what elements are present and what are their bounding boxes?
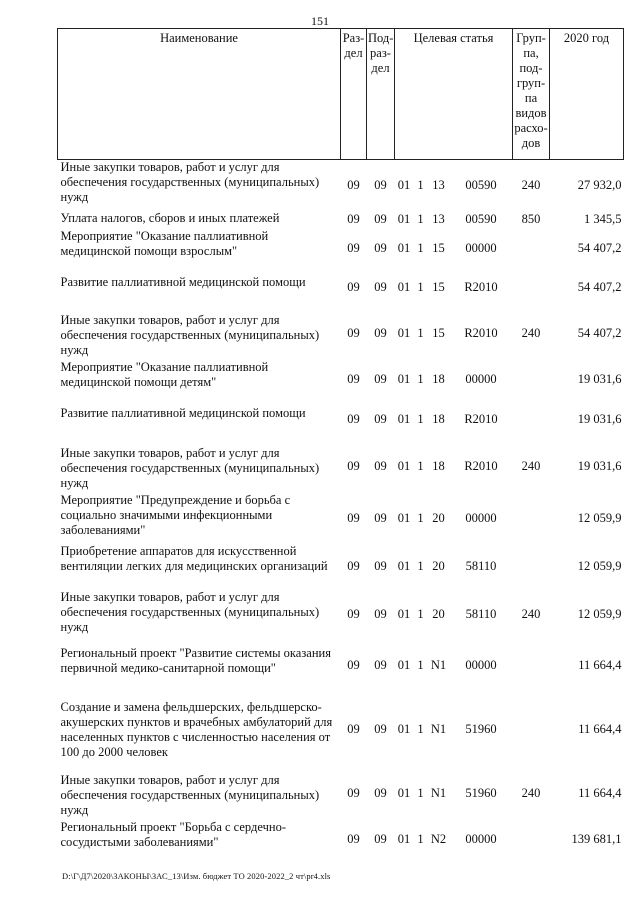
row-name: Мероприятие "Оказание паллиативной медицинской помощи взрослым" [60,228,269,258]
table-row [58,269,624,307]
row-t3: N1 [430,658,447,672]
row-razdel: 09 [347,832,360,846]
row-name: Уплата налогов, сборов и иных платежей [60,210,280,225]
row-vid [513,360,550,400]
row-podrazdel: 09 [374,372,387,386]
row-razdel: 09 [347,212,360,226]
row-amount: 11 664,4 [578,785,622,800]
row-razdel: 09 [347,559,360,573]
row-t3: N1 [430,721,447,736]
row-podrazdel: 09 [374,559,387,573]
row-vid: 240 [521,607,541,621]
row-name: Мероприятие "Оказание паллиативной медицинской помощи детям" [60,359,269,389]
file-path-footer: D:\Г\Д7\2020\ЗАКОНЫ\ЗАС_13\Изм. бюджет ТО 2020-2022_2 чт\pr4.xls [62,871,331,881]
row-amount: 12 059,9 [577,607,622,621]
row-amount: 139 681,1 [571,832,622,846]
row-t1: 01 [397,241,411,255]
row-name: Создание и замена фельдшерских, фельдшерско-акушерских пунктов и врачебных амбулаторий для населенных пунктов с численностью населения от 100 до 2000 человек [60,699,333,759]
row-t1: 01 [397,785,411,800]
row-t2: 1 [417,241,424,255]
row-t2: 1 [417,721,424,736]
row-podrazdel: 09 [374,832,387,846]
table-row [58,767,624,820]
row-t3: 15 [432,325,445,340]
row-t1: 01 [397,721,411,736]
row-razdel: 09 [347,458,360,473]
row-t2: 1 [417,212,424,226]
header-name: Наименование [58,29,341,160]
row-podrazdel: 09 [374,212,387,226]
row-podrazdel: 09 [374,241,387,255]
table-row [58,160,624,211]
row-t1: 01 [397,832,411,846]
row-name: Иные закупки товаров, работ и услуг для обеспечения государственных (муниципальных) нужд [60,589,320,634]
row-amount: 54 407,2 [577,280,622,294]
table-row [58,400,624,440]
row-t4: 51960 [465,721,497,736]
table-header-row [58,29,624,160]
row-vid: 240 [521,177,541,192]
row-t3: 13 [432,212,445,226]
row-t3: N2 [430,832,447,846]
row-vid: 240 [521,785,541,800]
table-row [58,692,624,767]
row-t1: 01 [397,607,411,621]
row-t1: 01 [397,412,411,426]
row-razdel: 09 [347,510,360,525]
row-t4: R2010 [464,412,498,426]
row-amount: 12 059,9 [577,559,622,573]
row-razdel: 09 [347,607,360,621]
row-name: Региональный проект "Борьба с сердечно-сосудистыми заболеваниями" [60,819,286,849]
row-name: Развитие паллиативной медицинской помощи [60,274,306,289]
row-name: Приобретение аппаратов для искусственной вентиляции легких для медицинских организаций [60,543,328,573]
row-name: Иные закупки товаров, работ и услуг для обеспечения государственных (муниципальных) нужд [60,772,320,817]
row-t2: 1 [417,177,424,192]
row-t2: 1 [417,510,424,525]
row-t1: 01 [397,658,411,672]
row-vid [513,820,550,860]
row-t4: 00000 [465,510,497,525]
row-vid [513,400,550,440]
row-t1: 01 [397,372,411,386]
row-t1: 01 [397,212,411,226]
row-t2: 1 [417,280,424,294]
table-row [58,211,624,229]
row-t1: 01 [397,510,411,525]
row-t2: 1 [417,559,424,573]
row-name: Иные закупки товаров, работ и услуг для обеспечения государственных (муниципальных) нужд [60,160,320,204]
header-target: Целевая статья [395,29,513,160]
row-razdel: 09 [347,721,360,736]
row-t3: 20 [432,559,445,573]
row-vid [513,269,550,307]
row-t3: 20 [432,607,445,621]
row-amount: 11 664,4 [578,721,622,736]
table-row [58,229,624,269]
budget-table [57,28,624,860]
row-t2: 1 [417,372,424,386]
row-amount: 19 031,6 [577,372,622,386]
row-name: Региональный проект "Развитие системы оказания первичной медико-санитарной помощи" [60,645,331,675]
table-row [58,544,624,590]
row-podrazdel: 09 [374,658,387,672]
row-t3: 20 [432,510,445,525]
table-row [58,307,624,360]
row-podrazdel: 09 [374,280,387,294]
row-t2: 1 [417,458,424,473]
row-razdel: 09 [347,177,360,192]
row-t4: 00000 [465,658,497,672]
row-t4: 58110 [465,559,497,573]
row-razdel: 09 [347,412,360,426]
row-vid: 850 [521,212,541,226]
row-t4: 00000 [465,241,497,255]
row-razdel: 09 [347,785,360,800]
row-amount: 19 031,6 [577,412,622,426]
row-t4: 00000 [465,832,497,846]
row-name: Мероприятие "Предупреждение и борьба с социально значимыми инфекционными заболеваниями" [60,492,291,537]
row-name: Иные закупки товаров, работ и услуг для обеспечения государственных (муниципальных) нужд [60,445,320,490]
row-podrazdel: 09 [374,785,387,800]
row-t1: 01 [397,325,411,340]
header-section: Раз- дел [341,29,367,160]
row-podrazdel: 09 [374,607,387,621]
row-t4: 00590 [465,177,497,192]
row-podrazdel: 09 [374,458,387,473]
row-t2: 1 [417,325,424,340]
row-t2: 1 [417,832,424,846]
row-t3: 15 [432,280,445,294]
row-podrazdel: 09 [374,510,387,525]
row-vid: 240 [521,458,541,473]
row-vid [513,229,550,269]
row-name: Иные закупки товаров, работ и услуг для обеспечения государственных (муниципальных) нужд [60,312,320,357]
header-group: Груп- па, под- груп- па видов расхо- дов [513,29,550,160]
row-razdel: 09 [347,658,360,672]
row-t3: 18 [432,458,445,473]
table-row [58,640,624,692]
row-amount: 12 059,9 [577,510,622,525]
row-vid [513,544,550,590]
table-row [58,360,624,400]
row-amount: 11 664,4 [578,658,622,672]
row-t3: 13 [432,177,445,192]
header-subsection: Под- раз- дел [367,29,395,160]
row-vid: 240 [521,325,541,340]
row-t3: N1 [430,785,447,800]
row-podrazdel: 09 [374,721,387,736]
row-t4: 51960 [465,785,497,800]
row-podrazdel: 09 [374,412,387,426]
table-row [58,820,624,860]
header-year: 2020 год [550,29,624,160]
row-t2: 1 [417,785,424,800]
row-vid [513,640,550,692]
table-row [58,440,624,493]
row-t1: 01 [397,458,411,473]
row-podrazdel: 09 [374,177,387,192]
page-number: 151 [311,14,329,28]
row-t4: R2010 [464,280,498,294]
row-amount: 19 031,6 [577,458,622,473]
row-t3: 15 [432,241,445,255]
row-razdel: 09 [347,280,360,294]
row-amount: 54 407,2 [577,241,622,255]
row-amount: 54 407,2 [577,325,622,340]
row-amount: 27 932,0 [577,177,622,192]
row-t2: 1 [417,658,424,672]
row-t3: 18 [432,372,445,386]
row-t3: 18 [432,412,445,426]
row-t1: 01 [397,280,411,294]
row-razdel: 09 [347,241,360,255]
row-name: Развитие паллиативной медицинской помощи [60,405,306,420]
table-row [58,590,624,640]
row-vid [513,493,550,544]
row-vid [513,692,550,767]
row-razdel: 09 [347,372,360,386]
row-razdel: 09 [347,325,360,340]
row-t2: 1 [417,412,424,426]
row-t1: 01 [397,559,411,573]
row-t4: R2010 [464,458,498,473]
row-t1: 01 [397,177,411,192]
row-t4: 00000 [465,372,497,386]
row-t4: R2010 [464,325,498,340]
row-amount: 1 345,5 [584,212,622,226]
table-row [58,493,624,544]
row-podrazdel: 09 [374,325,387,340]
row-t4: 00590 [465,212,497,226]
row-t4: 58110 [465,607,497,621]
row-t2: 1 [417,607,424,621]
